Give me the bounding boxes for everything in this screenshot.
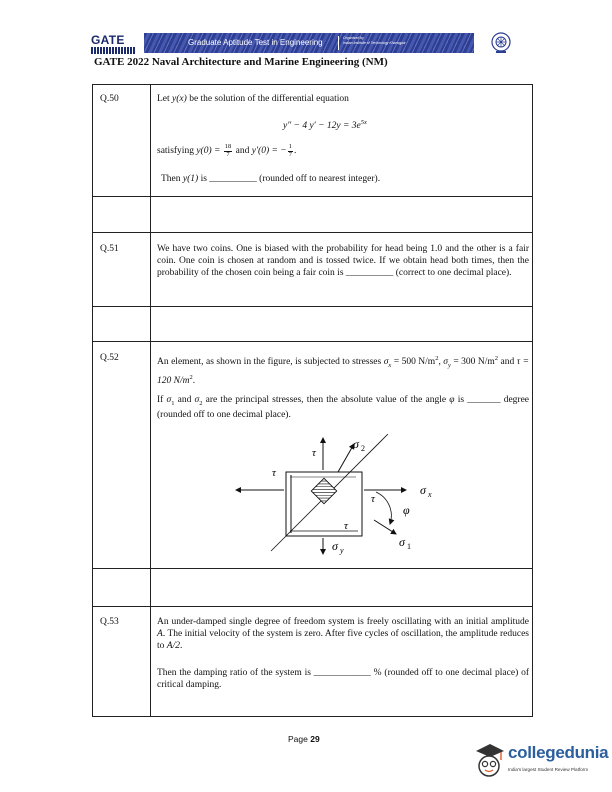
iit-emblem-icon <box>490 32 512 54</box>
graduate-face-icon <box>472 741 506 779</box>
page-number <box>288 734 320 744</box>
phi-arc <box>376 492 391 524</box>
q50-then <box>161 174 527 186</box>
q50-cond-end: . <box>293 146 297 157</box>
sigma-1-arrow <box>374 520 396 534</box>
q50-intro-fn: y(x) <box>172 94 187 104</box>
q52-sigma-2-sub: 2 <box>199 399 203 407</box>
q50-cond-y0: y(0) = <box>196 146 223 157</box>
brand-name: collegedunia <box>508 743 609 762</box>
q53-para1 <box>157 617 529 652</box>
question-number-51: Q.51 <box>100 244 119 254</box>
page-label: Page <box>288 734 311 744</box>
q52-sup: 2 <box>494 355 499 362</box>
table-row-divider <box>92 196 533 197</box>
table-column-divider <box>150 84 151 717</box>
collegedunia-logo <box>470 741 609 781</box>
gate-logo-stripes <box>91 47 135 54</box>
q50-frac-18-7 <box>224 144 233 158</box>
label-sigma-x-sub: x <box>428 490 432 499</box>
sigma-2-arrow <box>338 444 354 472</box>
document-title: GATE 2022 Naval Architecture and Marine Engineering (NM) <box>94 56 388 68</box>
q53-para1-mid: . The initial velocity of the system is zero. After five cycles of oscillation, the amplitude reduces to <box>157 628 529 651</box>
q50-equation <box>283 117 367 133</box>
table-row-divider <box>92 232 533 233</box>
organiser-line-2: Indian Institute of Technology Kharagpur <box>343 40 406 45</box>
label-sigma-1-sub: 1 <box>407 542 411 551</box>
table-row-divider <box>92 341 533 342</box>
q52-sup: 2 <box>435 355 439 362</box>
label-sigma-y: σ <box>332 539 338 553</box>
q52-sigma-1: σ <box>166 395 172 405</box>
q53-para1-pre: An under-damped single degree of freedom system is freely oscillating with an initial amplitude <box>157 617 529 627</box>
q52-sigma-1-sub: 1 <box>171 399 175 407</box>
brand-tagline: India's largest Student Review Platform <box>508 767 589 772</box>
q52-phi: φ <box>449 395 455 405</box>
q50-conditions <box>157 144 527 158</box>
page-number-value: 29 <box>310 734 320 744</box>
question-number-53: Q.53 <box>100 617 119 627</box>
label-tau-right: τ <box>371 493 375 505</box>
q53-amp-half: A/2 <box>166 640 180 651</box>
q50-cond-pre: satisfying <box>157 146 197 157</box>
organiser-line-1: Organised by <box>343 36 364 40</box>
table-row-divider <box>92 568 533 569</box>
q50-intro-post: be the solution of the differential equation <box>186 94 349 104</box>
stress-element-figure <box>226 434 466 562</box>
label-sigma-1: σ <box>399 535 405 549</box>
q52-para2-pre: If <box>157 395 167 405</box>
q52-para2-mid: are the principal stresses, then the absolute value of the angle <box>202 395 450 405</box>
q52-sigma-x-val: = 500 N/m <box>391 357 436 368</box>
q50-then-pre: Then <box>161 174 183 184</box>
q53-para1-end: . <box>179 640 183 651</box>
q50-then-post: is __________ (rounded off to nearest integer). <box>198 174 381 184</box>
q52-para1: An element, as shown in the figure, is subjected to stresses $\sigma_x = 500$ $N/m^2$, $\sigma_y = 300$ $N/m^2$ and τ = 120 $N/m^2$. <box>157 355 530 386</box>
q52-and: and <box>498 357 517 368</box>
label-sigma-x: σ <box>420 483 426 497</box>
q53-amp: A <box>157 628 163 639</box>
q50-frac-1-7 <box>288 144 293 158</box>
q50-frac-den: 7 <box>288 150 292 158</box>
q52-sigma-y: σ <box>443 357 448 368</box>
gate-logo-text: GATE <box>91 33 125 47</box>
table-row-divider <box>92 606 533 607</box>
banner-organiser <box>343 36 406 45</box>
label-tau-top: τ <box>312 447 316 459</box>
header-banner <box>144 33 474 53</box>
principal-element <box>311 478 336 503</box>
q52-sup: 2 <box>189 373 193 381</box>
q52-sigma-x-sub: x <box>388 362 392 370</box>
gate-logo <box>91 33 139 55</box>
q50-frac-num: 18 <box>224 143 232 150</box>
question-number-50: Q.50 <box>100 94 119 104</box>
q50-intro <box>157 94 527 106</box>
q50-then-fn: y(1) <box>182 174 199 184</box>
q52-para2-and: and <box>174 395 195 405</box>
q52-sigma-y-val: = 300 N/m <box>450 357 495 368</box>
q51-text: We have two coins. One is biased with the probability for head being 1.0 and the other is a fair coin. One coin is chosen at random and is tossed twice. If we obtain head both times, then the probability of the chosen coin being a fair coin is __________ (correct to one decimal place). <box>157 244 529 278</box>
banner-text: Graduate Aptitude Test in Engineering <box>188 38 323 47</box>
question-number-52: Q.52 <box>100 353 119 363</box>
q50-intro-pre: Let <box>157 94 173 104</box>
label-sigma-2: σ <box>353 437 359 451</box>
q50-frac-den: 7 <box>226 150 230 158</box>
q52-sigma-x: σ <box>383 357 389 368</box>
q52-line1: An element, as shown in the figure, is subjected to stresses <box>157 357 384 368</box>
banner-separator <box>338 36 339 50</box>
q50-equation-exponent: 5x <box>360 119 367 126</box>
q53-para2: Then the damping ratio of the system is ____________ % (rounded off to one decimal place) of critical damping. <box>157 668 529 690</box>
table-row-divider <box>92 306 533 307</box>
q50-cond-and: and <box>233 146 252 157</box>
label-tau-left: τ <box>272 467 276 479</box>
label-sigma-2-sub: 2 <box>361 444 365 453</box>
q52-sigma-y-sub: y <box>447 362 451 370</box>
label-tau-bottom: τ <box>344 520 348 532</box>
q50-equation-lhs: y″ − 4 y′ − 12y = 3e <box>283 121 361 132</box>
label-sigma-y-sub: y <box>340 546 344 555</box>
q52-para2-post: is _______ degree (rounded off to one decimal place). <box>157 395 530 420</box>
label-phi: φ <box>403 503 410 517</box>
q52-sigma-2: σ <box>194 395 200 405</box>
q52-para2 <box>157 395 529 421</box>
q50-frac-num: 1 <box>288 143 292 150</box>
q50-cond-dy0: y′(0) = − <box>251 146 287 157</box>
q52-tau: τ = 120 N/m <box>157 357 530 386</box>
